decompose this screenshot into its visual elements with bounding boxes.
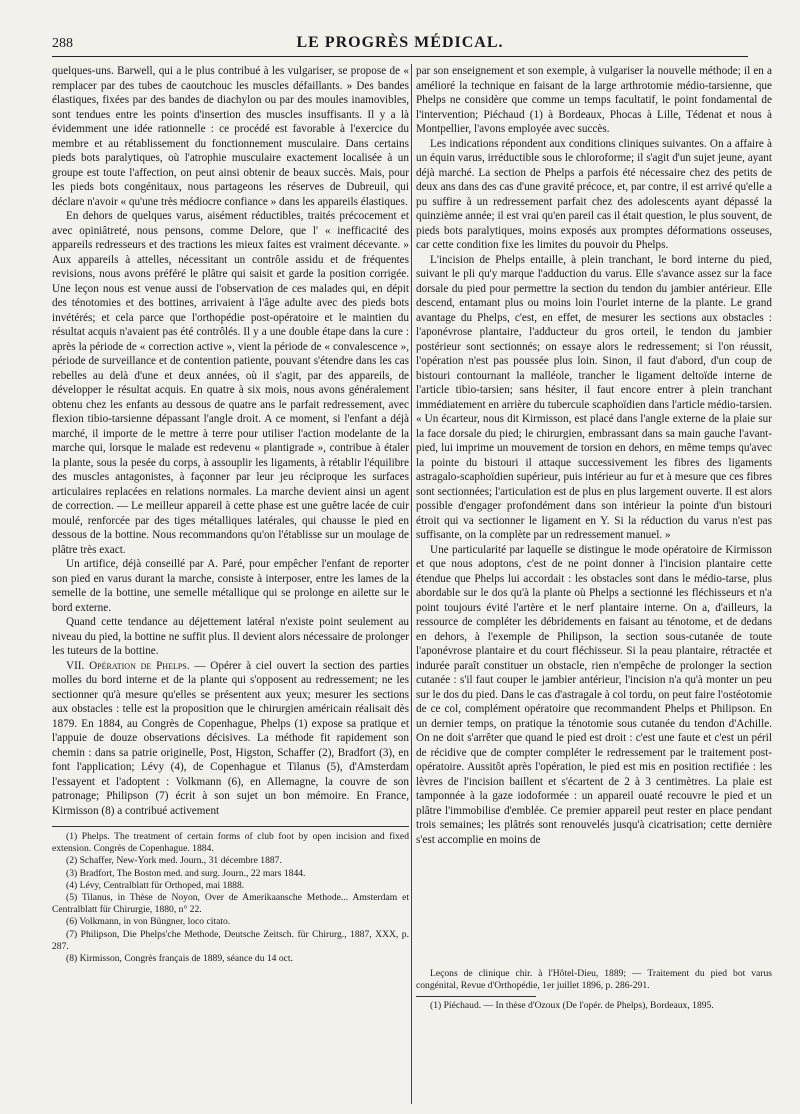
footnote: (3) Bradfort, The Boston med. and surg. Journ., 22 mars 1844. [66,867,306,879]
section-text: — Opérer à ciel ouvert la section des parties molles du bord interne et de la plante qui s'opposent au redressement; ne les sectionner qu'à mesure qu'elles se présentent aux yeux; mesurer les sections aux obstacles : telle est la proposition que le chirurgien américain réalisait dès 1879. En 1884, au Congrès de Copenhague, Phelps (1) expose sa pratique et l'appuie de douze observations décisives. La méthode fit rapidement son chemin : dans sa patrie originelle, Post, Higston, Schaffer (2), Bradfort (3), en font l'application; Lévy (4), de Copenhague et Tilanus (5), d'Amsterdam l'essayent et l'adoptent : Volkmann (6), en Allemagne, la couvre de son patronage; Philipson (7) écrit à son sujet un bon mémoire. En France, Kirmisson (8) a contribué activement [52,659,409,817]
footnote: (7) Philipson, Die Phelps'che Methode, Deutsche Zeitsch. für Chirurg., 1887, XXX, p. 287. [52,928,409,952]
footnote: (8) Kirmisson, Congrès français de 1889, séance du 14 oct. [66,953,293,965]
footnote: (6) Volkmann, in von Büngner, loco citato. [66,916,231,928]
footnote: (1) Piéchaud. — In thèse d'Ozoux (De l'opér. de Phelps), Bordeaux, 1895. [430,1000,714,1012]
continued-footnote: Leçons de clinique chir. à l'Hôtel-Dieu, 1889; — Traitement du pied bot varus congénital, Revue d'Orthopédie, 1er juillet 1896, p. 286-291. [416,968,772,992]
left-column [52,64,409,965]
paragraph: Les indications répondent aux conditions cliniques suivantes. On a affaire à un équin varus, irréductible sous le chloroforme; il s'agit d'un sujet jeune, ayant déjà marché. La section de Phelps a parfois été nécessaire chez des petits de deux ans dans des cas d'une gravité précoce, et, par contre, il est arrivé qu'elle a pu suffire à un redressement parfait chez des adolescents ayant dépassé la quinzième année; il est vrai qu'en pareil cas il était question, le plus souvent, de pieds bots paralytiques, moins exposés aux promptes déformations osseuses, car cette condition fixe les limites du pouvoir du Phelps. [416,137,772,251]
footnote: (5) Tilanus, in Thèse de Noyon, Over de Amerikaansche Methode... Amsterdam et Centralblatt für Chirurgie, 1880, n° 22. [52,892,409,916]
journal-title: LE PROGRÈS MÉDICAL. [296,34,504,51]
right-footnotes [416,968,772,1013]
paragraph: Une particularité par laquelle se distingue le mode opératoire de Kirmisson et que nous adoptons, c'est de ne point donner à l'incision plantaire cette étendue que Phelps lui accordait : les obstacles sont dans le médio-tarse, plus abordable sur le dos qu'à la plante où Phelps a sectionné les fléchisseurs et n'a point toujours évité l'artère et le nerf plantaire interne. On a, d'ailleurs, la ressource de compléter les débridements en faisant au ténotome, et de dedans en dehors, à l'exemple de Philipson, la section sous-cutanée de toute l'aponévrose plantaire et du court fléchisseur. Si la peau plantaire, rétractée et indurée paraît constituer un obstacle, rien n'empêche de prolonger la section cutanée : s'il faut couper le jambier antérieur, l'incision n'a qu'à monter un peu sur le dos du pied. Dans le cas d'astragale à col tordu, on peut faire l'ostéotomie de ce col, complément opératoire que recommandent Phelps et Philipson. En un dernier temps, on pratique la ténotomie sous cutanée du tendon d'Achille. On ne doit s'arrêter que quand le pied est droit : c'est une faute et c'est un péril de récidive que de compter compléter le redressement par le traitement post-opératoire. Aussitôt après l'opération, le pied est mis en position rectifiée : les lèvres de l'incision baillent et s'écartent de 2 à 3 centimètres. La plaie est tamponnée à la gaze iodoformée : un appareil ouaté recouvre le pied et un plâtre l'immobilise d'emblée. Ce premier appareil peut rester en place pendant trois semaines; les plâtrés sont renouvelés jusqu'à cicatrisation; cette dernière s'est accomplie en moins de [416,543,772,846]
paragraph: En dehors de quelques varus, aisément réductibles, traités précocement et avec opiniâtreté, nous pensons, comme Delore, que l' « inefficacité des appareils redresseurs et des tractions les mieux faites est vraiment décevante. » Aux appareils à attelles, nécessitant un contrôle assidu et de fréquentes revisions, nous avons préféré le plâtre qui saisit et garde la position corrigée. Une leçon nous est venue aussi de l'observation de ces malades qui, en dépit des ténotomies et des bottines, arrivaient à l'âge adulte avec des pieds bots invétérés; et cela parce que l'orthopédie post-opératoire et le maintien du résultat acquis n'avaient pas été contrôlés. Il y a une double étape dans la cure : après la période de « correction active », vient la période de « convalescence », période de surveillance et de contention patiente, pouvant s'étendre dans les cas rebelles au delà d'une et deux années, où il s'agit, par des appareils, de développer le résultat acquis. En quatre à six mois, nous avons généralement obtenu chez les enfants au dessous de quatre ans le parfait redressement, avec flexion tibio-tarsienne dépassant l'angle droit. A ce moment, si l'enfant a déjà marché, il importe de le mettre à terre pour utiliser l'action modelante de la marche qui, lorsque le malade est redevenu « plantigrade », contribue à étaler la plante, sous la pesée du corps, à assouplir les ligaments, à rétablir l'équilibre des muscles antagonistes, à façonner par leur jeu réciproque les surfaces articulaires replacées en relations normales. La marche devient ainsi un agent de correction. — Le meilleur appareil à cette phase est une guêtre lacée de cuir moulé, renforcée par des tiges métalliques latérales, qui chausse le pied en dessous de la bottine. Nous recommandons qu'on l'établisse sur un moulage de plâtre très exact. [52,210,409,556]
paragraph: quelques-uns. Barwell, qui a le plus contribué à les vulgariser, se propose de « remplacer par des tubes de caoutchouc les muscles défaillants. » Des bandes élastiques, fixées par des bandes de diachylon ou par des moules inamovibles, sont tendues entre les points d'insertion des muscles insuffisants. Il y a là évidemment une idée rationnelle : ce procédé est favorable à l'exercice du membre et au rétablissement du fonctionnement musculaire. Dans certains pieds bots paralytiques, où l'atrophie musculaire exactement localisée à un groupe est toute l'affection, on peut ainsi obtenir de beaux succès. Mais, pour les pieds bots congénitaux, nous partageons les réserves de Dubreuil, qui déclare n'avoir « qu'une très médiocre confiance » dans les appareils élastiques. [52,65,409,208]
paragraph: Quand cette tendance au déjettement latéral n'existe point seulement au niveau du pied, la bottine ne suffit plus. Il devient alors nécessaire de prolonger les tuteurs de la bottine. [52,616,409,657]
paragraph: L'incision de Phelps entaille, à plein tranchant, le bord interne du pied, suivant le pli qu'y marque l'adduction du varus. Elle s'avance assez sur la face dorsale du pied pour permettre la section du tendon du jambier antérieur. Elle descend, entamant plus ou moins loin l'ourlet interne de la plante. Le grand avantage du Phelps, c'est, en effet, de mesurer les sections aux obstacles : l'aponévrose plantaire, l'adducteur du gros orteil, le tendon du jambier postérieur sont sectionnés; on essaye alors le redressement; si l'on réussit, l'opération n'est pas poussée plus loin. Sinon, il faut d'abord, d'un coup de bistouri contournant la malléole, trancher le ligament deltoïde interne de l'article tibio-tarsien; sans hésiter, il faut encore entrer à plein tranchant immédiatement en arrière du tubercule scaphoïdien dans l'article médio-tarsien. « Un écarteur, nous dit Kirmisson, est placé dans l'angle externe de la plaie sur la face dorsale du pied; le chirurgien, embrassant dans sa main gauche l'avant-pied, lui imprime un mouvement de torsion en dehors, en même temps qu'avec la pointe du bistouri il attaque successivement les fibres des ligaments astragalo-scaphoïdien supérieur, puis intérieur au fur et à mesure que ces fibres sont sectionnées; l'articulation est de plus en plus largement ouverte. Il est alors possible d'engager profondément dans son intérieur la pointe d'un bistouri étroit qui va sectionner le ligament en Y. Si la réduction du varus n'est pas suffisante, on la complète par un redressement manuel. » [416,253,772,541]
right-column [416,64,772,847]
footnote: (4) Lévy, Centralblatt für Orthoped, mai 1888. [66,879,245,891]
header-rule [52,56,748,57]
footnote-rule [52,826,409,827]
column-rule [411,64,412,1104]
paragraph: par son enseignement et son exemple, à vulgariser la nouvelle méthode; il en a amélioré la technique en faisant de la large arthrotomie médio-tarsienne, que Phelps ne considère que comme un temps facultatif, le point fondamental de l'intervention; Piéchaud (1) à Bordeaux, Phocas à Lille, Tédenat et nous à Montpellier, l'avons employée avec succès. [416,65,772,135]
page-header [52,34,748,54]
footnotes [52,831,409,965]
paragraph: Un artifice, déjà conseillé par A. Paré, pour empêcher l'enfant de reporter son pied en varus durant la marche, consiste à interposer, entre les lames de la semelle de la bottine, une semelle métallique qui se prolonge en ailette sur le bord externe. [52,558,409,614]
footnote: (2) Schaffer, New-York med. Journ., 31 décembre 1887. [66,855,282,867]
footnote: (1) Phelps. The treatment of certain forms of club foot by open incision and fixed extension. Congrès de Copenhague. 1884. [52,831,409,855]
section-paragraph [52,659,409,819]
page-number: 288 [52,36,73,51]
section-heading: VII. Opération de Phelps. [66,659,190,672]
footnote-rule [416,996,536,997]
